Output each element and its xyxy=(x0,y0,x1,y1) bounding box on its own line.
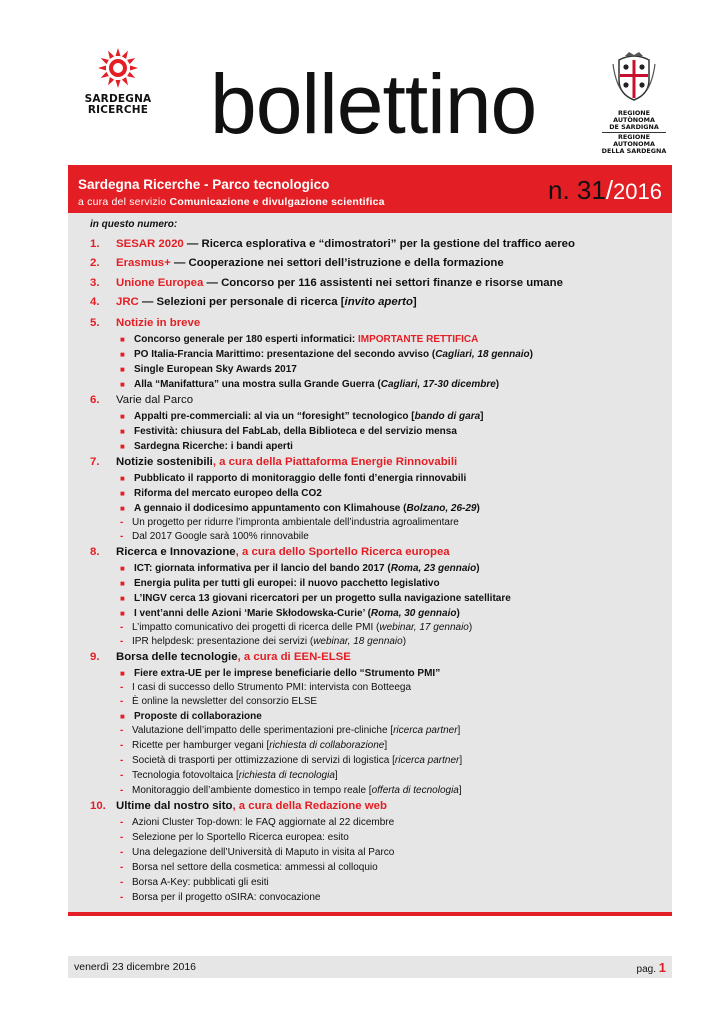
list-item[interactable]: ■ Concorso generale per 180 esperti informatici: IMPORTANTE RETTIFICA xyxy=(120,334,479,345)
crest-line-1: REGIONE AUTÒNOMA xyxy=(613,109,655,124)
sun-logo-icon xyxy=(98,48,138,88)
list-item[interactable]: ■ I vent’anni delle Azioni ‘Marie Skłodowska-Curie’ (Roma, 30 gennaio) xyxy=(120,608,460,619)
regional-crest-icon xyxy=(611,50,657,102)
banner-subtitle: a cura del servizio Comunicazione e divulgazione scientifica xyxy=(78,196,385,208)
sardegna-ricerche-logo xyxy=(78,48,158,116)
section-7[interactable]: 7. Notizie sostenibili, a cura della Piattaforma Energie Rinnovabili xyxy=(90,456,458,468)
list-subitem[interactable]: - Tecnologia fotovoltaica [richiesta di tecnologia] xyxy=(120,770,338,781)
list-item[interactable]: ■ Festività: chiusura del FabLab, della Biblioteca e del servizio mensa xyxy=(120,426,457,437)
list-subitem[interactable]: - Borsa nel settore della cosmetica: ammessi al colloquio xyxy=(120,862,378,873)
list-subitem[interactable]: - IPR helpdesk: presentazione dei servizi (webinar, 18 gennaio) xyxy=(120,636,407,647)
list-item[interactable]: ■ Fiere extra-UE per le imprese beneficiarie dello “Strumento PMI” xyxy=(120,668,441,679)
issue-number: n. 31/2016 xyxy=(547,175,662,205)
table-of-contents xyxy=(68,213,672,916)
section-8[interactable]: 8. Ricerca e Innovazione, a cura dello Sportello Ricerca europea xyxy=(90,546,450,558)
list-item[interactable]: ■ Single European Sky Awards 2017 xyxy=(120,364,297,375)
regione-sardegna-logo xyxy=(596,50,672,155)
page-footer xyxy=(68,956,672,978)
list-subitem[interactable]: - L’impatto comunicativo dei progetti di ricerca delle PMI (webinar, 17 gennaio) xyxy=(120,622,473,633)
list-item[interactable]: ■ Energia pulita per tutti gli europei: il nuovo pacchetto legislativo xyxy=(120,578,440,589)
logo-line-1: SARDEGNA xyxy=(84,93,152,105)
list-subitem[interactable]: - Società di trasporti per ottimizzazione di servizi di logistica [ricerca partner] xyxy=(120,755,463,766)
list-item[interactable]: ■ Proposte di collaborazione xyxy=(120,711,262,722)
list-item[interactable]: ■ Sardegna Ricerche: i bandi aperti xyxy=(120,441,293,452)
page-number: pag. 1 xyxy=(636,960,666,975)
section-3[interactable]: 3. Unione Europea — Concorso per 116 assistenti nei settori finanze e risorse umane xyxy=(90,277,563,289)
list-subitem[interactable]: - Monitoraggio dell’ambiente domestico in tempo reale [offerta di tecnologia] xyxy=(120,785,462,796)
list-subitem[interactable]: - Borsa per il progetto oSIRA: convocazione xyxy=(120,892,321,903)
logo-line-2: RICERCHE xyxy=(87,104,149,116)
section-2[interactable]: 2. Erasmus+ — Cooperazione nei settori dell’istruzione e della formazione xyxy=(90,257,504,269)
list-subitem[interactable]: - Azioni Cluster Top-down: le FAQ aggiornate al 22 dicembre xyxy=(120,817,395,828)
list-item[interactable]: ■ ICT: giornata informativa per il lancio del bando 2017 (Roma, 23 gennaio) xyxy=(120,563,480,574)
section-10[interactable]: 10. Ultime dal nostro sito, a cura della Redazione web xyxy=(90,800,387,812)
list-subitem[interactable]: - Ricette per hamburger vegani [richiesta di collaborazione] xyxy=(120,740,388,751)
list-subitem[interactable]: - Dal 2017 Google sarà 100% rinnovabile xyxy=(120,531,309,542)
crest-line-2: DE SARDIGNA xyxy=(609,123,659,131)
section-6[interactable]: 6. Varie dal Parco xyxy=(90,394,194,406)
masthead-title: bollettino xyxy=(210,57,537,151)
crest-line-3: REGIONE AUTONOMA xyxy=(613,133,655,148)
list-subitem[interactable]: - Borsa A-Key: pubblicati gli esiti xyxy=(120,877,269,888)
list-subitem[interactable]: - È online la newsletter del consorzio ELSE xyxy=(120,696,318,707)
list-item[interactable]: ■ Pubblicato il rapporto di monitoraggio delle fonti d’energia rinnovabili xyxy=(120,473,467,484)
list-subitem[interactable]: - Un progetto per ridurre l’impronta ambientale dell’industria agroalimentare xyxy=(120,517,459,528)
list-item[interactable]: ■ Alla “Manifattura” una mostra sulla Grande Guerra (Cagliari, 17-30 dicembre) xyxy=(120,379,500,390)
section-9[interactable]: 9. Borsa delle tecnologie, a cura di EEN-ELSE xyxy=(90,651,351,663)
contents-intro: in questo numero: xyxy=(90,219,178,230)
footer-date: venerdì 23 dicembre 2016 xyxy=(74,961,196,973)
list-item[interactable]: ■ Appalti pre-commerciali: al via un “foresight” tecnologico [bando di gara] xyxy=(120,411,484,422)
section-1[interactable]: 1. SESAR 2020 — Ricerca esplorativa e “dimostratori” per la gestione del traffico aereo xyxy=(90,238,575,250)
list-item[interactable]: ■ Riforma del mercato europeo della CO2 xyxy=(120,488,322,499)
list-item[interactable]: ■ A gennaio il dodicesimo appuntamento con Klimahouse (Bolzano, 26-29) xyxy=(120,503,480,514)
list-item[interactable]: ■ L’INGV cerca 13 giovani ricercatori per un progetto sulla navigazione satellitare xyxy=(120,593,511,604)
section-4[interactable]: 4. JRC — Selezioni per personale di ricerca [invito aperto] xyxy=(90,296,417,308)
header-banner xyxy=(68,165,672,213)
list-subitem[interactable]: - I casi di successo dello Strumento PMI: intervista con Botteega xyxy=(120,682,412,693)
list-subitem[interactable]: - Selezione per lo Sportello Ricerca europea: esito xyxy=(120,832,349,843)
banner-title: Sardegna Ricerche - Parco tecnologico xyxy=(78,177,330,192)
crest-line-4: DELLA SARDEGNA xyxy=(601,147,667,155)
section-5[interactable]: 5. Notizie in breve xyxy=(90,317,201,329)
list-subitem[interactable]: - Valutazione dell’impatto delle sperimentazioni pre-cliniche [ricerca partner] xyxy=(120,725,461,736)
list-item[interactable]: ■ PO Italia-Francia Marittimo: presentazione del secondo avviso (Cagliari, 18 gennaio) xyxy=(120,349,534,360)
list-subitem[interactable]: - Una delegazione dell’Università di Maputo in visita al Parco xyxy=(120,847,395,858)
